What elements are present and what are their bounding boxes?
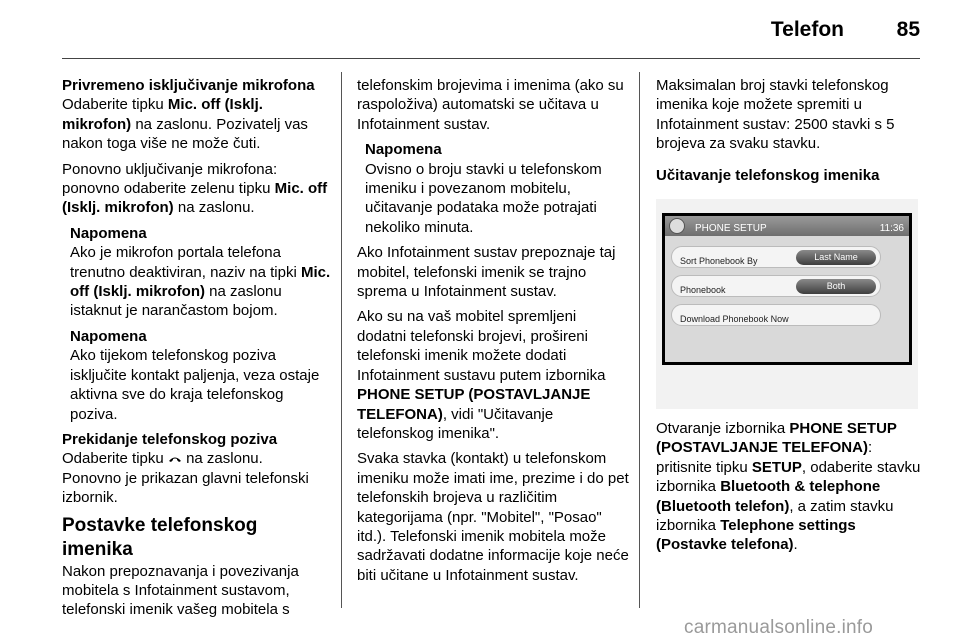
note-title: Napomena <box>70 327 147 345</box>
text: . <box>793 536 798 554</box>
column-divider-2 <box>639 72 640 608</box>
menu-row-sort[interactable] <box>671 246 881 268</box>
text: na zaslonu. <box>173 199 255 217</box>
paragraph <box>62 95 332 153</box>
display-screen <box>665 216 909 362</box>
menu-name: Telephone settings (Postavke telefona) <box>656 517 856 554</box>
button-name: Mic. off (Isklj. mikrofon) <box>62 180 328 217</box>
screen-title-bar <box>665 216 909 236</box>
menu-row-phonebook[interactable] <box>671 275 881 297</box>
button-name: SETUP <box>751 458 802 476</box>
paragraph: Nakon prepoznavanja i povezivanja mobitela s Infotainment sustavom, telefonski imenik vašeg mobitela s <box>62 562 299 619</box>
menu-row-value[interactable]: Both <box>796 279 876 294</box>
menu-row-label: Phonebook <box>680 285 726 296</box>
text: : pritisnite tipku <box>656 439 873 476</box>
page-title: Telefon <box>770 18 844 41</box>
text: Ako su na vaš mobitel spremljeni dodatni telefonski brojevi, prošireni telefonski imenik možete dodati Infotainment sustavu putem izbornika <box>357 308 606 384</box>
note-title: Napomena <box>365 141 442 159</box>
header-rule <box>62 58 920 59</box>
text: , a zatim stavku izbornika <box>656 497 894 535</box>
menu-name: PHONE SETUP (POSTAVLJANJE TELEFONA) <box>357 386 591 423</box>
note-box <box>62 224 332 321</box>
note-text: Ako tijekom telefonskog poziva isključite kontakt paljenja, veza ostaje aktivna sve do kraja telefonskog poziva. <box>70 347 320 423</box>
text: , vidi "Učitavanje telefonskog imenika". <box>357 405 554 442</box>
text: na zaslonu. <box>181 450 263 468</box>
screen-title: PHONE SETUP <box>695 223 767 235</box>
display-frame <box>662 213 912 365</box>
column-2 <box>357 76 629 591</box>
text: na zaslonu. Pozivatelj vas nakon toga više ne može čuti. <box>62 115 308 153</box>
menu-row-download[interactable] <box>671 304 881 326</box>
menu-row-label: Sort Phonebook By <box>680 256 758 267</box>
note-text <box>70 243 332 321</box>
note-box <box>62 327 332 424</box>
paragraph <box>62 160 332 218</box>
column-1 <box>62 76 332 626</box>
menu-name: PHONE SETUP (POSTAVLJANJE TELEFONA) <box>656 420 897 457</box>
text: Ponovno uključivanje mikrofona: ponovno odaberite zelenu tipku <box>62 160 278 198</box>
column-3 <box>656 76 924 561</box>
paragraph: telefonskim brojevima i imenima (ako su raspoloživa) automatski se učitava u Infotainment sustav. <box>357 77 624 133</box>
paragraph: Maksimalan broj stavki telefonskog imenika koje možete spremiti u Infotainment sustav: 2500 stavki s 5 brojeva za svaku stavku. <box>656 77 895 153</box>
section-heading-loading: Učitavanje telefonskog imenika <box>656 166 880 184</box>
menu-row-value[interactable]: Last Name <box>796 250 876 265</box>
text: , odaberite stavku izbornika <box>656 458 921 496</box>
menu-row-label: Download Phonebook Now <box>680 314 789 325</box>
paragraph <box>62 449 332 468</box>
paragraph: Ako Infotainment sustav prepoznaje taj mobitel, telefonski imenik se trajno sprema u Infotainment sustav. <box>357 244 616 301</box>
note-box <box>357 140 629 237</box>
text: na zaslonu istaknut je narančastom bojom. <box>70 283 282 320</box>
phone-setup-icon <box>669 218 685 234</box>
section-heading-mute: Privremeno isključivanje mikrofona <box>62 77 315 94</box>
page-header <box>62 18 922 48</box>
watermark: carmanualsonline.info <box>684 617 874 638</box>
menu-name: Bluetooth & telephone (Bluetooth telefon) <box>656 478 881 515</box>
section-heading-end-call: Prekidanje telefonskog poziva <box>62 430 278 448</box>
paragraph: Svaka stavka (kontakt) u telefonskom imeniku može imati ime, prezime i do pet telefonskih brojeva u različitim kategorijama (npr. "Mobitel", "Posao" itd.). Telefonski imenik mobitela može sadržavati dodatne informacije koje neće biti učitane u Infotainment sustav. <box>357 450 629 584</box>
text: Odaberite tipku <box>62 96 168 114</box>
phone-setup-screenshot <box>656 199 918 409</box>
page-number: 85 <box>896 18 920 41</box>
paragraph <box>357 307 629 443</box>
text: Ako je mikrofon portala telefona trenutno deaktiviran, naziv na tipki <box>70 244 301 281</box>
note-text: Ovisno o broju stavki u telefonskom imeniku i povezanom mobitelu, učitavanje podataka može potrajati nekoliko minuta. <box>365 160 602 236</box>
button-name: Mic. off (Isklj. mikrofon) <box>70 263 331 301</box>
paragraph <box>656 419 924 555</box>
column-divider-1 <box>341 72 342 608</box>
button-name: Mic. off (Isklj. mikrofon) <box>62 96 263 133</box>
text: Odaberite tipku <box>62 450 168 468</box>
screen-time: 11:36 <box>879 223 904 235</box>
paragraph: Ponovno je prikazan glavni telefonski izbornik. <box>62 469 309 507</box>
text: Otvaranje izbornika <box>656 420 790 438</box>
note-title: Napomena <box>70 224 147 242</box>
hang-up-icon <box>168 455 182 463</box>
section-heading-phonebook: Postavke telefonskog imenika <box>62 514 258 560</box>
